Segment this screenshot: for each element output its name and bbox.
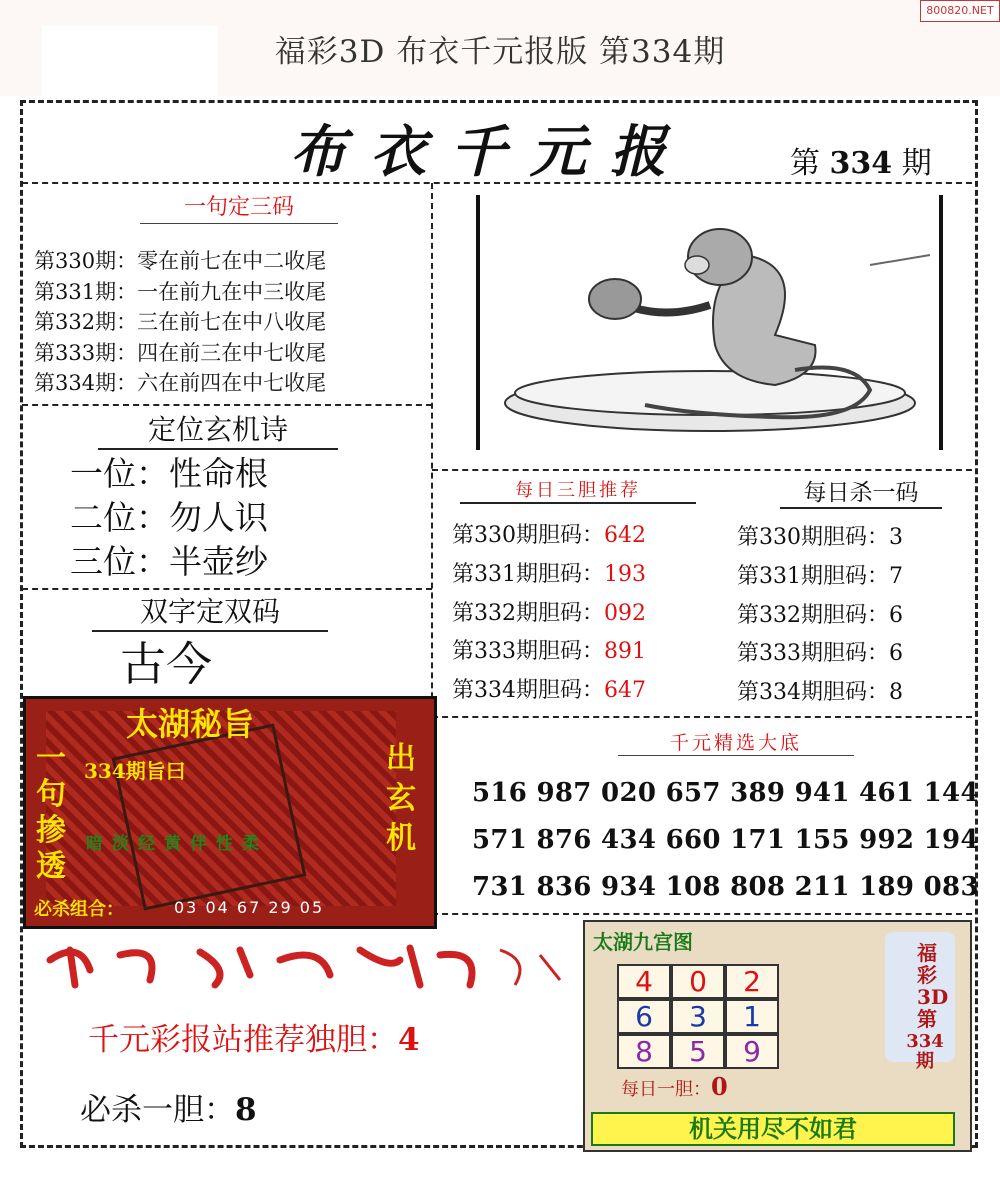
grid-cell: 5 bbox=[671, 1034, 725, 1069]
recommend-label: 必杀一胆： bbox=[80, 1092, 235, 1128]
list-item: 第332期：三在前七在中八收尾 bbox=[34, 310, 327, 334]
dan-label: 第331期胆码： bbox=[452, 561, 604, 587]
issue-suffix: 期 bbox=[901, 146, 932, 181]
grid-cell: 3 bbox=[671, 999, 725, 1034]
monkey-drawing bbox=[475, 195, 945, 450]
list-item bbox=[452, 633, 646, 672]
list-item: 第334期：六在前四在中七收尾 bbox=[34, 371, 327, 395]
shayi-list bbox=[737, 519, 903, 713]
jiugong-panel bbox=[583, 920, 972, 1152]
recommend-single bbox=[88, 1014, 420, 1059]
list-item: 第333期胆码：6 bbox=[737, 641, 903, 667]
taihu-title: 太湖秘旨 bbox=[126, 705, 255, 743]
dan-value: 891 bbox=[604, 639, 646, 665]
recommend-value: 4 bbox=[398, 1022, 420, 1058]
dan-value: 193 bbox=[604, 561, 646, 587]
poem-line: 二位：勿人识 bbox=[70, 498, 268, 537]
taihu-left-text: 一句掺透 bbox=[36, 741, 66, 884]
sandan-list bbox=[452, 517, 646, 711]
shayi-title: 每日杀一码 bbox=[780, 474, 942, 509]
jiugong-slogan: 机关用尽不如君 bbox=[591, 1112, 955, 1146]
list-item bbox=[452, 595, 646, 634]
divider bbox=[22, 404, 432, 406]
recommend-label: 千元彩报站推荐独胆： bbox=[88, 1022, 398, 1058]
taihu-kill-numbers: 03 04 67 29 05 bbox=[174, 898, 325, 917]
divider bbox=[432, 469, 972, 471]
poem-line: 三位：半壶纱 bbox=[70, 542, 268, 581]
site-watermark[interactable]: 800820.NET bbox=[920, 0, 1000, 22]
dadi-title: 千元精选大底 bbox=[618, 728, 854, 756]
jiugong-side-text: 福彩3D第 bbox=[917, 941, 949, 1031]
list-item bbox=[452, 672, 646, 711]
list-item: 第330期：零在前七在中二收尾 bbox=[34, 249, 327, 273]
dan-value: 092 bbox=[604, 600, 646, 626]
grid-cell: 0 bbox=[671, 964, 725, 999]
recommend-kill bbox=[80, 1084, 257, 1129]
list-item: 571 876 434 660 171 155 992 194 bbox=[472, 825, 979, 855]
yiju-list bbox=[34, 246, 326, 399]
list-item bbox=[452, 556, 646, 595]
grid-cell: 1 bbox=[725, 999, 779, 1034]
taihu-issue: 334期旨曰 bbox=[84, 759, 186, 783]
dan-value: 647 bbox=[604, 678, 646, 704]
jiugong-title: 太湖九宫图 bbox=[593, 930, 693, 954]
calligraphy-drawing bbox=[0, 930, 580, 1000]
dan-label: 第334期胆码： bbox=[452, 678, 604, 704]
recommend-value: 8 bbox=[235, 1092, 257, 1128]
poem-title: 定位玄机诗 bbox=[98, 408, 338, 450]
daily-value: 0 bbox=[711, 1072, 728, 1101]
list-item: 第331期：一在前九在中三收尾 bbox=[34, 279, 327, 304]
taihu-verse: 暗淡经黄伴性柔 bbox=[86, 834, 268, 854]
dual-title: 双字定双码 bbox=[92, 590, 328, 632]
sandan-title: 每日三胆推荐 bbox=[460, 476, 696, 504]
jiugong-daily bbox=[621, 1072, 728, 1101]
taihu-kill-label: 必杀组合： bbox=[34, 899, 124, 920]
jiugong-issue: 334期 bbox=[906, 1031, 944, 1072]
grid-cell: 8 bbox=[617, 1034, 671, 1069]
yiju-title: 一句定三码 bbox=[140, 190, 338, 224]
list-item: 第331期胆码：7 bbox=[737, 563, 903, 589]
dual-value: 古今 bbox=[120, 637, 212, 691]
list-item: 516 987 020 657 389 941 461 144 bbox=[472, 778, 979, 808]
divider bbox=[432, 716, 972, 718]
monkey-illustration bbox=[475, 195, 945, 450]
issue-number: 334 bbox=[829, 146, 893, 181]
list-item bbox=[452, 517, 646, 556]
calligraphy-strip bbox=[0, 930, 580, 1000]
list-item: 第333期：四在前三在中七收尾 bbox=[34, 340, 327, 365]
taihu-right-text: 出玄机 bbox=[386, 741, 416, 856]
dadi-rows bbox=[472, 770, 979, 911]
dan-label: 第330期胆码： bbox=[452, 523, 604, 548]
poem-line: 一位：性命根 bbox=[70, 454, 268, 493]
grid-cell: 9 bbox=[725, 1034, 779, 1069]
daily-label: 每日一胆： bbox=[621, 1079, 711, 1100]
list-item: 第330期胆码：3 bbox=[737, 525, 903, 550]
list-item: 第334期胆码：8 bbox=[737, 680, 903, 706]
page-title: 福彩3D 布衣千元报版 第334期 bbox=[274, 34, 726, 70]
list-item: 第332期胆码：6 bbox=[737, 602, 903, 628]
list-item: 731 836 934 108 808 211 189 083 bbox=[472, 872, 979, 902]
divider bbox=[432, 913, 972, 915]
poem-lines bbox=[70, 452, 268, 584]
dan-label: 第332期胆码： bbox=[452, 600, 604, 626]
dan-label: 第333期胆码： bbox=[452, 639, 604, 665]
banner-title: 布衣千元报 bbox=[290, 119, 690, 185]
issue-prefix: 第 bbox=[790, 146, 820, 181]
banner-issue bbox=[790, 138, 932, 182]
grid-cell: 2 bbox=[725, 964, 779, 999]
dan-value: 642 bbox=[604, 523, 646, 548]
grid-cell: 6 bbox=[617, 999, 671, 1034]
grid-cell: 4 bbox=[617, 964, 671, 999]
taihu-panel bbox=[23, 696, 437, 929]
